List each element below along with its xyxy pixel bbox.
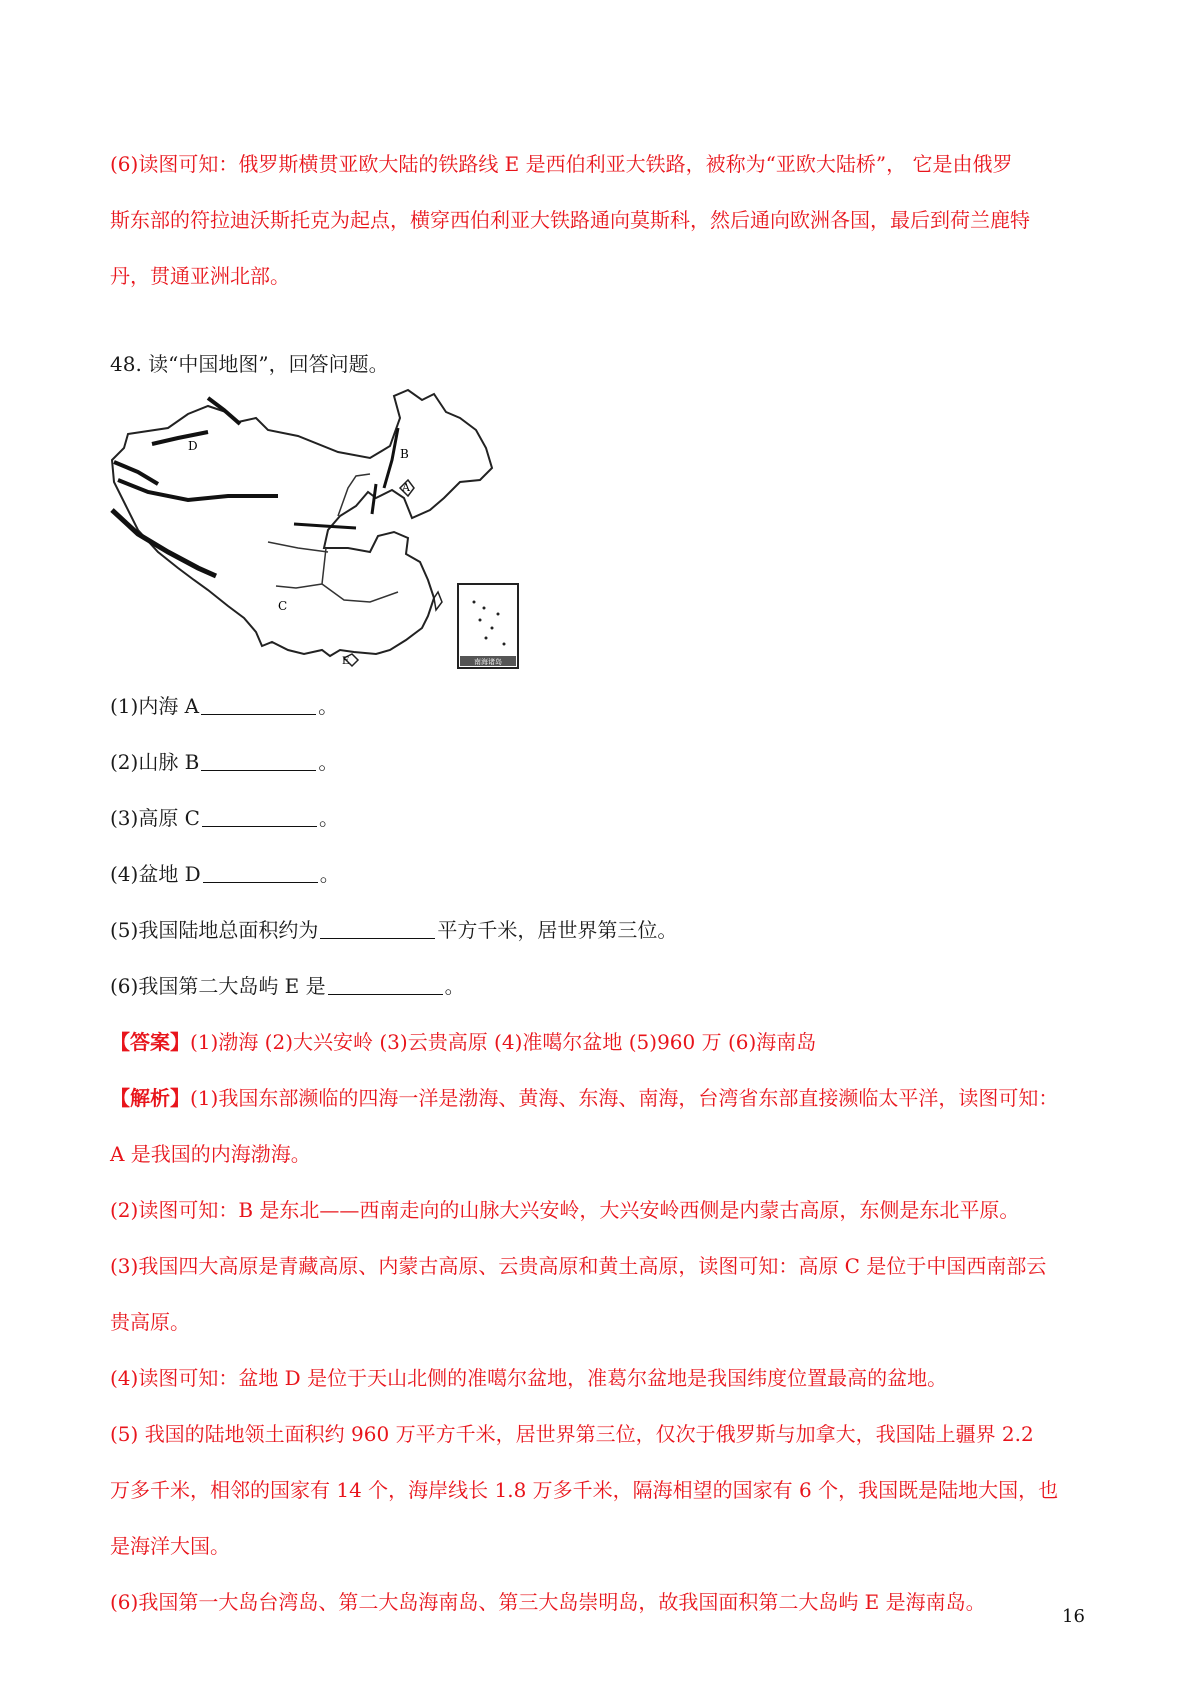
analysis-line-10: (6)我国第一大岛台湾岛、第二大岛海南岛、第三大岛崇明岛，故我国面积第二大岛屿 E 是海南岛。 [110,1590,986,1614]
item-1-prefix: (1)内海 A [110,694,200,718]
analysis-line-7: (5) 我国的陆地领土面积约 960 万平方千米，居世界第三位，仅次于俄罗斯与加拿大，我国陆上疆界 2.2 [110,1422,1034,1446]
question-item-3 [110,790,1100,846]
analysis-line-4: (3)我国四大高原是青藏高原、内蒙古高原、云贵高原和黄土高原，读图可知：高原 C 是位于中国西南部云 [110,1254,1047,1278]
analysis-line-1 [110,1070,1100,1126]
answer-blank-3 [202,806,317,827]
item-6-prefix: (6)我国第二大岛屿 E 是 [110,974,326,998]
question-item-4 [110,846,1100,902]
question-item-5 [110,902,1100,958]
item-2-prefix: (2)山脉 B [110,750,200,774]
answer-blank-4 [203,862,318,883]
answer-blank-5 [320,918,435,939]
item-4-suffix: 。 [319,862,340,886]
prev-answer-line-1: (6)读图可知：俄罗斯横贯亚欧大陆的铁路线 E 是西伯利亚大铁路，被称为“亚欧大陆桥”， 它是由俄罗 [110,152,1013,176]
item-3-prefix: (3)高原 C [110,806,200,830]
item-3-suffix: 。 [319,806,339,830]
item-6-suffix: 。 [444,974,465,998]
answer-tag: 【答案】 [110,1030,190,1054]
map-label-b: B [400,447,409,461]
inset-caption: 南海诸岛 [474,658,502,666]
china-outline [112,390,492,656]
answer-blank-2 [201,750,316,771]
analysis-line-3: (2)读图可知：B 是东北——西南走向的山脉大兴安岭，大兴安岭西侧是内蒙古高原，东侧是东北平原。 [110,1198,1020,1222]
analysis-tag: 【解析】 [110,1086,190,1110]
altai-range [208,398,240,424]
question-item-6 [110,958,1100,1014]
map-label-c: C [278,599,288,613]
analysis-line-6: (4)读图可知：盆地 D 是位于天山北侧的准噶尔盆地，准葛尔盆地是我国纬度位置最高的盆地。 [110,1366,948,1390]
answer-line [110,1014,1100,1070]
question-title: 48. 读“中国地图”，回答问题。 [110,352,389,376]
answer-blank-6 [328,974,443,995]
map-label-d: D [188,439,198,453]
item-5-suffix: 平方千米，居世界第三位。 [437,918,678,942]
item-5-prefix: (5)我国陆地总面积约为 [110,918,319,942]
item-4-prefix: (4)盆地 D [110,862,201,886]
question-item-2 [110,734,1100,790]
qinling-range [294,524,356,528]
prev-answer-line-3: 丹，贯通亚洲北部。 [110,264,290,288]
taihang-range [372,484,376,514]
greater-khingan-range [384,428,398,488]
item-1-suffix: 。 [318,694,339,718]
analysis-line-9: 是海洋大国。 [110,1534,230,1558]
page-number: 16 [1062,1606,1085,1627]
analysis-line-8: 万多千米，相邻的国家有 14 个，海岸线长 1.8 万多千米，隔海相望的国家有 6 个，我国既是陆地大国，也 [110,1478,1059,1502]
answer-text: (1)渤海 (2)大兴安岭 (3)云贵高原 (4)准噶尔盆地 (5)960 万 (6)海南岛 [190,1030,817,1054]
question-item-1 [110,678,1100,734]
analysis-line-2: A 是我国的内海渤海。 [110,1142,311,1166]
map-label-a: A [402,481,410,494]
taiwan-island [434,592,442,610]
south-china-sea-inset [458,584,518,668]
prev-answer-line-2: 斯东部的符拉迪沃斯托克为起点，横穿西伯利亚大铁路通向莫斯科，然后通向欧洲各国，最后到荷兰鹿特 [110,208,1030,232]
tianshan-range [152,432,208,444]
analysis-text-1: (1)我国东部濒临的四海一洋是渤海、黄海、东海、南海，台湾省东部直接濒临太平洋，读图可知： [190,1086,1059,1110]
himalaya-range [112,510,216,576]
answer-blank-1 [201,694,316,715]
kunlun-range [118,480,278,500]
map-label-e: E [342,656,350,667]
analysis-line-5: 贵高原。 [110,1310,190,1334]
item-2-suffix: 。 [318,750,339,774]
